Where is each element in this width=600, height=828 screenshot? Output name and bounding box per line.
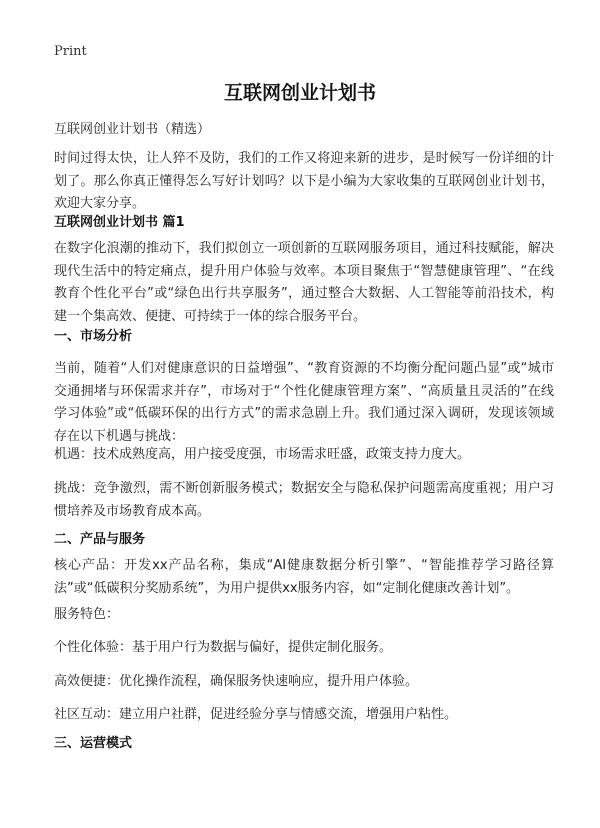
article-paragraph: 在数字化浪潮的推动下，我们拟创立一项创新的互联网服务项目，通过科技赋能，解决现代生活中的特定痛点，提升用户体验与效率。本项目聚焦于“智慧健康管理”、“在线教育个性化平台”或“绿色出行共享服务”，通过整合大数据、人工智能等前沿技术，构建一个集高效、便捷、可持续于一体的综合服务平台。 [54, 241, 554, 324]
market-analysis-paragraph: 当前，随着“人们对健康意识的日益增强”、“教育资源的不均衡分配问题凸显”或“城市交通拥堵与环保需求并存”，市场对于“个性化健康管理方案”、“高质量且灵活的”在线学习体验”或“低碳环保的出行方式”的需求急剧上升。我们通过深入调研，发现该领域存在以下机遇与挑战： [54, 361, 554, 444]
features-label: 服务特色： [54, 607, 120, 622]
article-heading: 互联网创业计划书 篇1 [54, 215, 185, 230]
intro-paragraph: 时间过得太快，让人猝不及防，我们的工作又将迎来新的进步，是时候写一份详细的计划了。那么你真正懂得怎么写好计划吗？以下是小编为大家收集的互联网创业计划书，欢迎大家分享。 [54, 151, 554, 211]
operation-model-heading: 三、运营模式 [54, 736, 133, 751]
product-service-heading: 二、产品与服务 [54, 532, 146, 547]
market-analysis-heading: 一、市场分析 [54, 329, 133, 344]
opportunity-paragraph: 机遇：技术成熟度高，用户接受度强，市场需求旺盛，政策支持力度大。 [54, 447, 471, 462]
challenge-paragraph: 挑战：竞争激烈，需不断创新服务模式；数据安全与隐私保护问题需高度重视；用户习惯培养及市场教育成本高。 [54, 481, 554, 519]
print-link[interactable]: Print [54, 44, 87, 59]
core-product-paragraph: 核心产品：开发xx产品名称，集成“AI健康数据分析引擎”、“智能推荐学习路径算法”或“低碳积分奖励系统”，为用户提供xx服务内容，如“定制化健康改善计划”。 [54, 558, 554, 596]
document-subtitle: 互联网创业计划书（精选） [54, 122, 211, 137]
feature-community: 社区互动：建立用户社群，促进经验分享与情感交流，增强用户粘性。 [54, 707, 458, 722]
page-title: 互联网创业计划书 [223, 82, 376, 104]
feature-efficient: 高效便捷：优化操作流程，确保服务快速响应，提升用户体验。 [54, 674, 419, 689]
feature-personalized: 个性化体验：基于用户行为数据与偏好，提供定制化服务。 [54, 640, 393, 655]
